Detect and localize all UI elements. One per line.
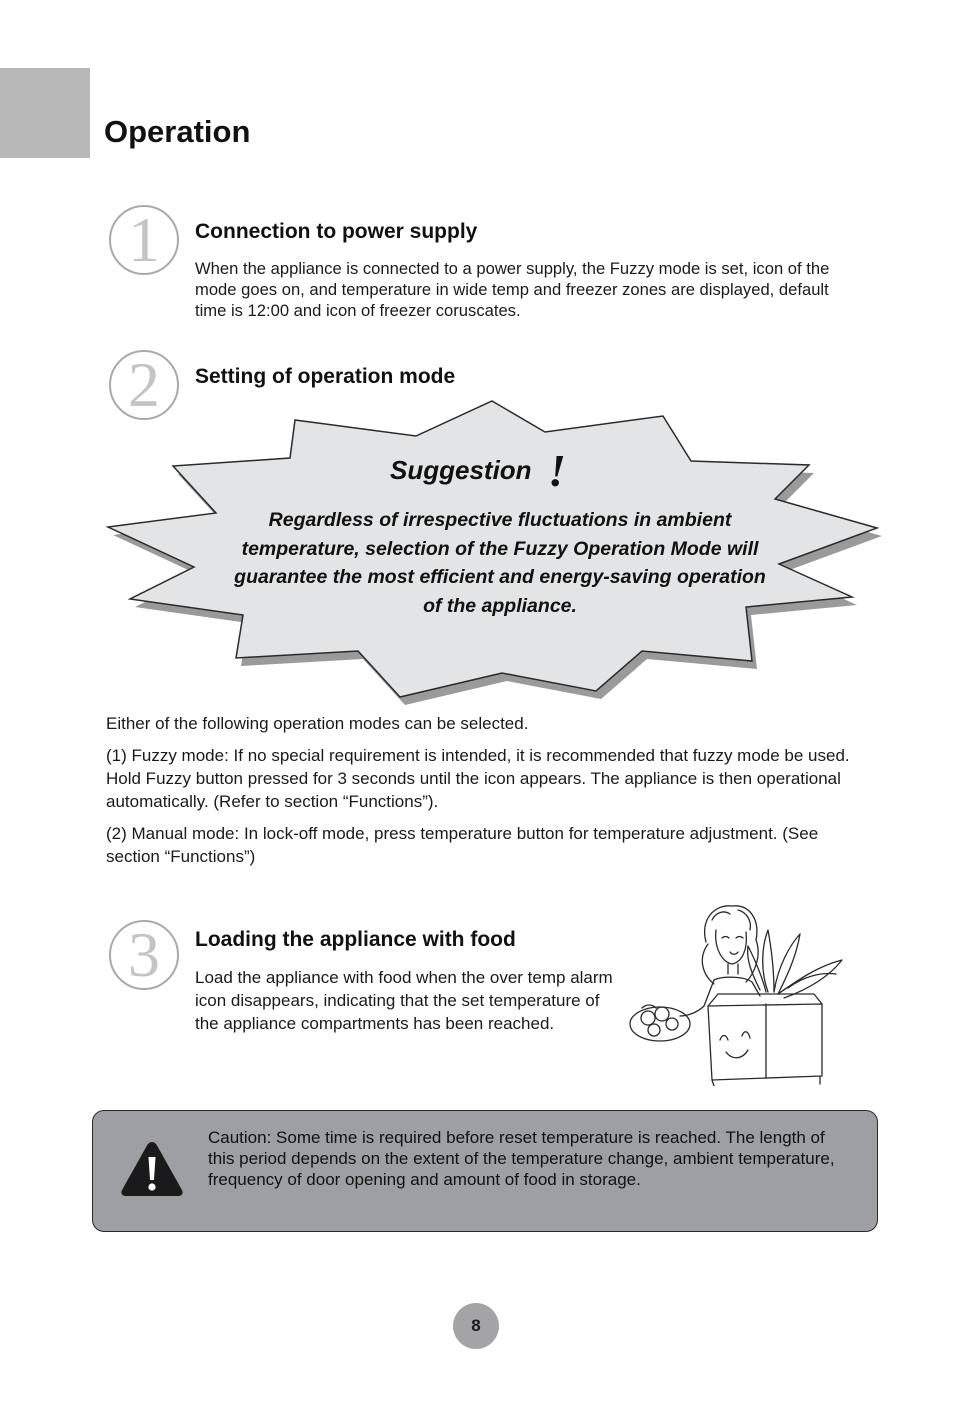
section-side-tab (0, 68, 90, 158)
step-3-number: 3 (109, 920, 179, 990)
step-1-text: When the appliance is connected to a power supply, the Fuzzy mode is set, icon of the mode goes on, and temperature in wide temp and freezer zones are displayed, default time is 12:00 and icon of freezer coruscates. (195, 259, 830, 320)
step-1-heading: Connection to power supply (195, 220, 478, 243)
step-2-number: 2 (109, 350, 179, 420)
suggestion-text: Regardless of irrespective fluctuations in ambient temperature, selection of the Fuzzy Operation Mode will guarantee the most efficient and energy-saving operation of the appliance. (234, 509, 766, 617)
warning-triangle-icon (120, 1140, 184, 1198)
modes-intro: Either of the following operation modes can be selected. (106, 714, 529, 733)
caution-text: Caution: Some time is required before reset temperature is reached. The length of this period depends on the extent of the temperature change, ambient temperature, frequency of door opening and amount of food in storage. (208, 1128, 835, 1189)
step-1-number: 1 (109, 205, 179, 275)
manual-mode-text: (2) Manual mode: In lock-off mode, press temperature button for temperature adjustment. (See section “Functions”) (106, 824, 819, 866)
step-3-text: Load the appliance with food when the over temp alarm icon disappears, indicating that the set temperature of the appliance compartments has been reached. (195, 968, 613, 1033)
step-3-heading: Loading the appliance with food (195, 928, 516, 951)
woman-loading-freezer-illustration (628, 900, 850, 1086)
exclamation-icon: ! (548, 445, 566, 496)
fuzzy-mode-text: (1) Fuzzy mode: If no special requirement is intended, it is recommended that fuzzy mode be used. Hold Fuzzy button pressed for 3 seconds until the icon appears. The appliance is then operational automatically. (Refer to section “Functions”). (106, 746, 850, 811)
suggestion-title: Suggestion (390, 455, 532, 485)
page-title: Operation (104, 114, 251, 149)
page-number-badge: 8 (453, 1303, 499, 1349)
step-2-heading: Setting of operation mode (195, 365, 456, 388)
